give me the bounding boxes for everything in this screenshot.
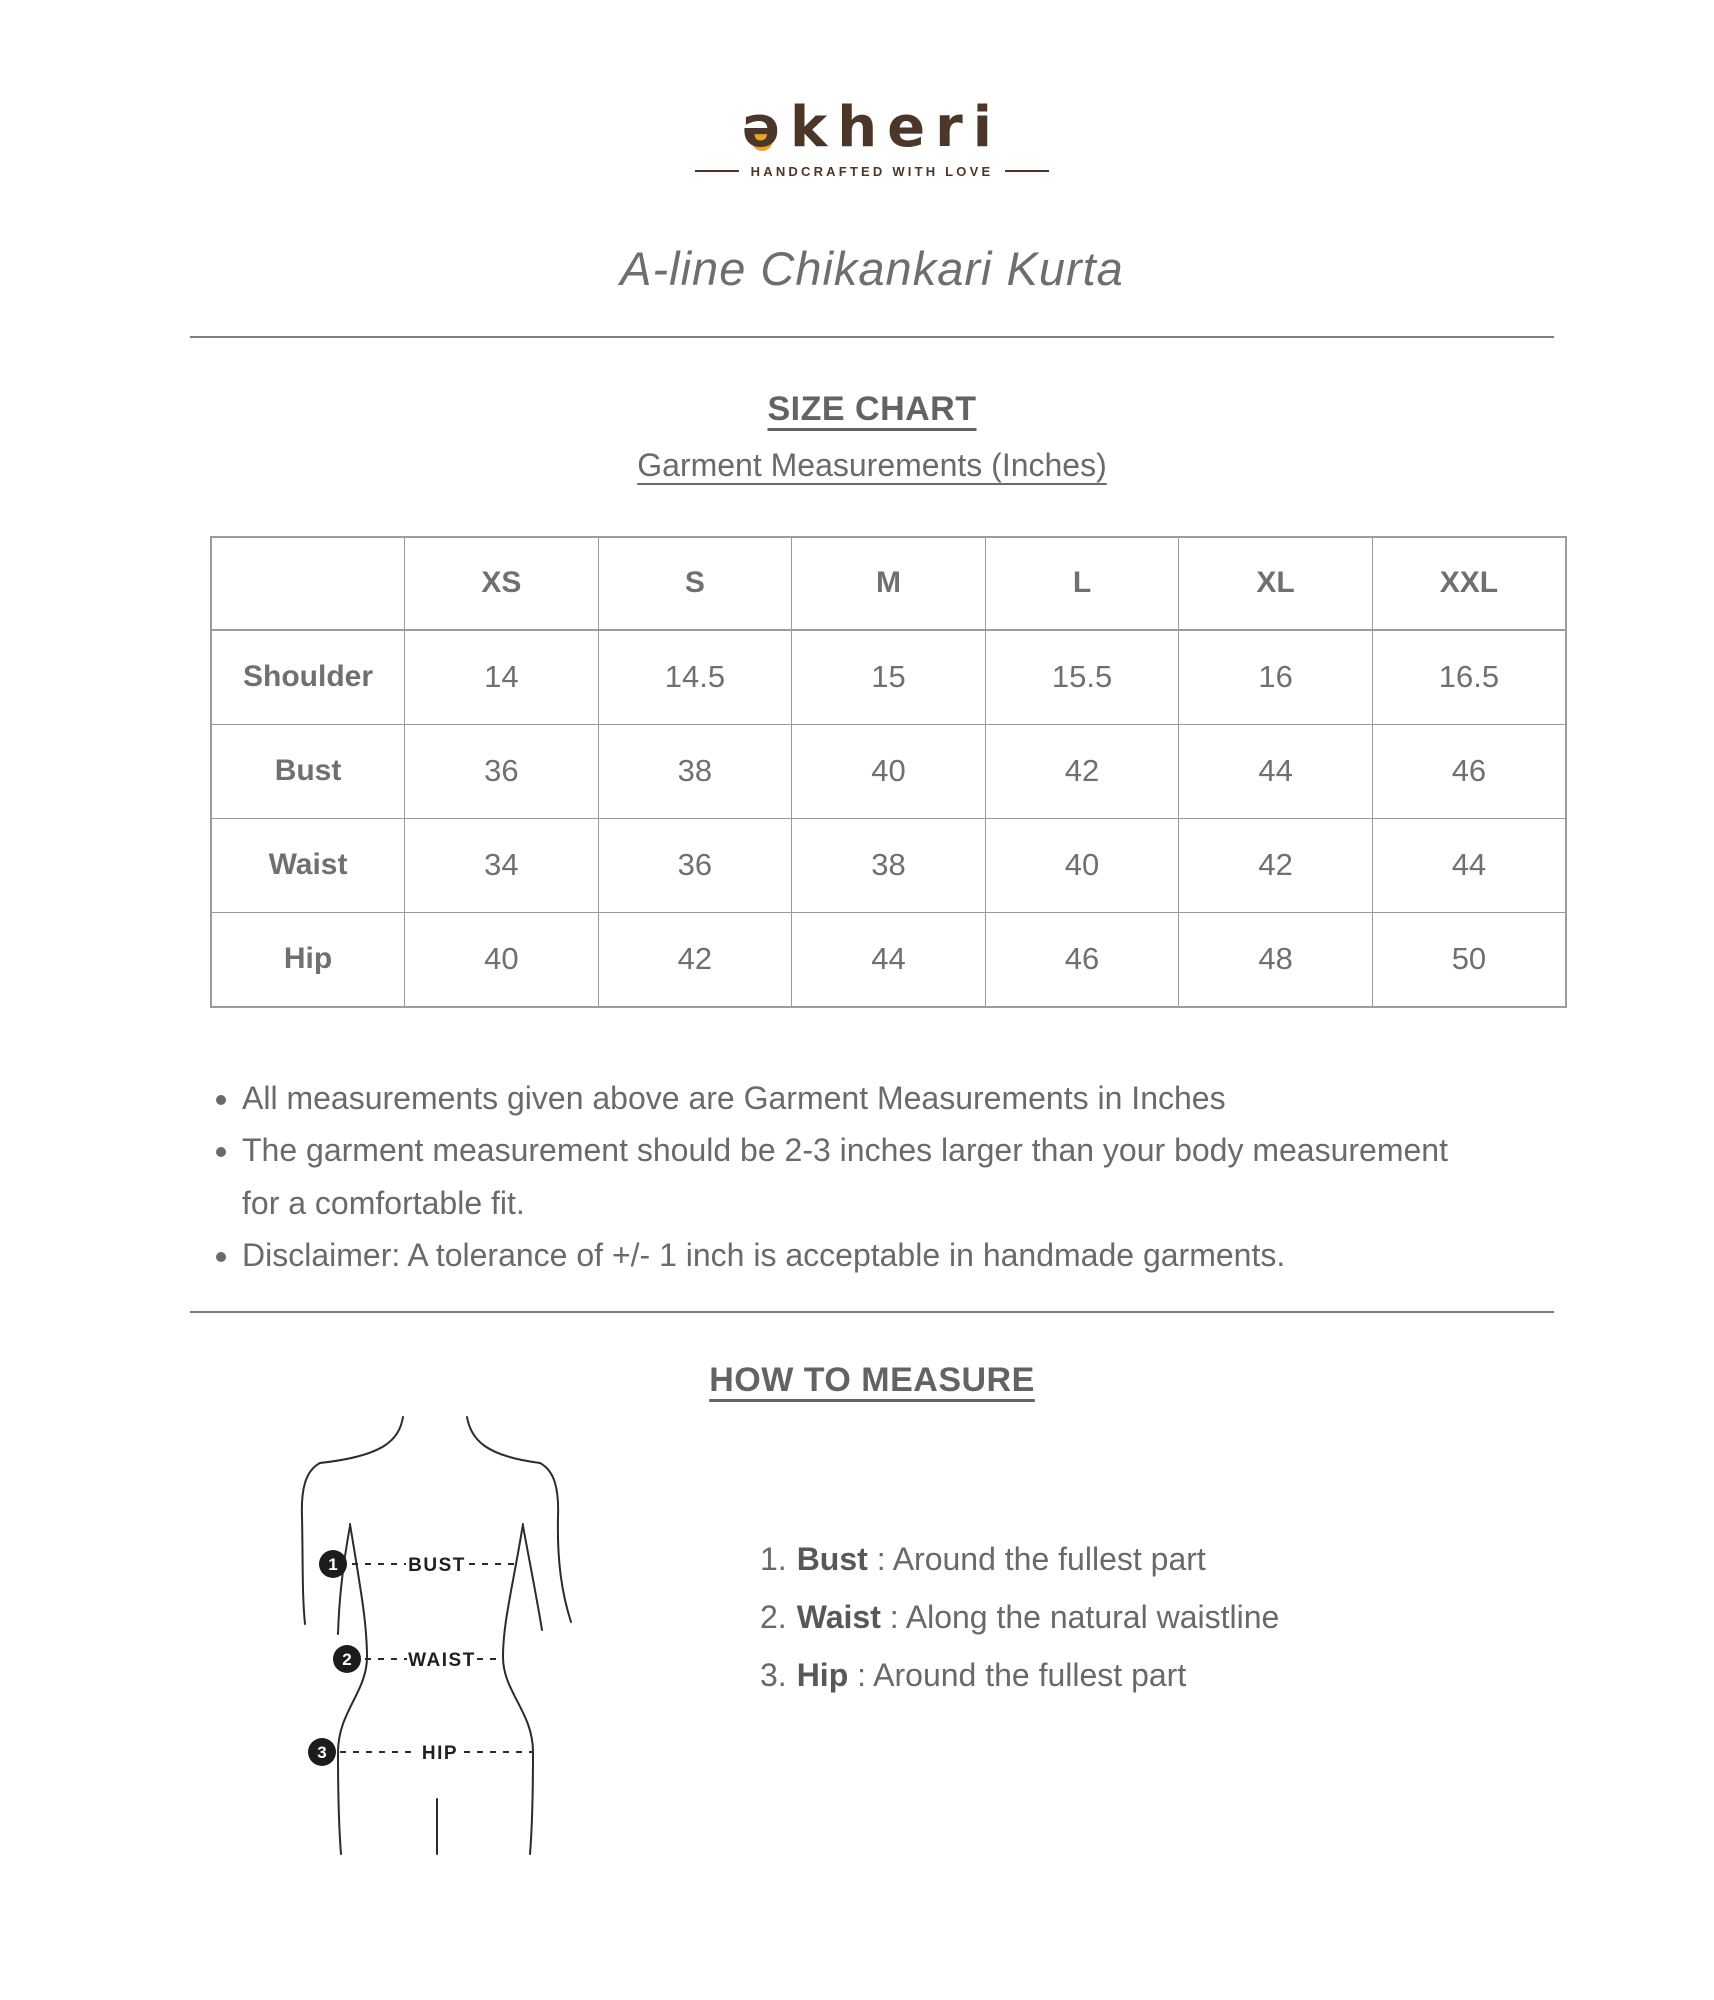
size-cell: 14 — [405, 630, 599, 725]
marker-1 — [319, 1550, 347, 1578]
how-to-measure-section — [190, 1414, 1554, 1939]
note-item: • The garment measurement should be 2-3 inches larger than your body measurement for a comfortable fit. — [242, 1124, 1457, 1229]
item-term: Hip — [796, 1657, 849, 1694]
measure-instructions-list — [760, 1540, 1279, 1939]
body-measurement-diagram — [210, 1414, 650, 1939]
measurement-notes — [190, 1072, 1457, 1282]
size-chart-table — [210, 536, 1567, 1008]
size-row-label: Hip — [211, 912, 405, 1007]
size-cell: 15 — [792, 630, 986, 725]
marker-3 — [308, 1738, 336, 1766]
waist-line-label: WAIST — [408, 1650, 476, 1672]
marker-2 — [333, 1645, 361, 1673]
item-description: : Around the fullest part — [848, 1657, 1187, 1694]
table-row — [211, 724, 1566, 818]
size-cell: 40 — [405, 912, 599, 1007]
page — [190, 0, 1554, 1939]
size-cell: 44 — [792, 912, 986, 1007]
brand-logo — [190, 0, 1554, 179]
measure-instruction-item — [760, 1540, 1279, 1578]
divider — [190, 336, 1554, 338]
size-cell: 40 — [985, 818, 1179, 912]
product-title: A-line Chikankari Kurta — [620, 241, 1124, 295]
item-description: : Around the fullest part — [867, 1541, 1206, 1578]
measure-instruction-item — [760, 1598, 1279, 1636]
size-cell: 16.5 — [1372, 630, 1566, 725]
table-row — [211, 630, 1566, 725]
item-number: 1. — [760, 1541, 787, 1578]
size-cell: 44 — [1372, 818, 1566, 912]
brand-wordmark — [190, 97, 1554, 159]
size-cell: 42 — [1179, 818, 1373, 912]
item-number: 3. — [760, 1657, 787, 1694]
size-cell: 34 — [405, 818, 599, 912]
size-col-header: L — [985, 537, 1179, 630]
corner-cell — [211, 537, 405, 630]
size-cell: 40 — [792, 724, 986, 818]
marker-2-number: 2 — [342, 1650, 352, 1670]
item-term: Bust — [796, 1541, 868, 1578]
brand-tagline-text: HANDCRAFTED WITH LOVE — [750, 163, 994, 179]
size-cell: 36 — [598, 818, 792, 912]
item-number: 2. — [760, 1599, 787, 1636]
size-col-header: XL — [1179, 537, 1373, 630]
marker-3-number: 3 — [317, 1743, 327, 1763]
body-figure-illustration — [210, 1414, 650, 1934]
size-cell: 44 — [1179, 724, 1373, 818]
size-cell: 42 — [985, 724, 1179, 818]
torso-outline — [302, 1417, 571, 1854]
measure-instruction-item — [760, 1656, 1279, 1694]
how-to-measure-heading: HOW TO MEASURE — [709, 1361, 1035, 1400]
bust-line-label: BUST — [408, 1555, 466, 1577]
size-col-header: XXL — [1372, 537, 1566, 630]
size-col-header: S — [598, 537, 792, 630]
size-row-label: Waist — [211, 818, 405, 912]
size-row-label: Shoulder — [211, 630, 405, 725]
table-row — [211, 912, 1566, 1007]
note-item: • Disclaimer: A tolerance of +/- 1 inch is acceptable in handmade garments. — [242, 1229, 1457, 1281]
size-cell: 36 — [405, 724, 599, 818]
size-cell: 14.5 — [598, 630, 792, 725]
size-cell: 50 — [1372, 912, 1566, 1007]
size-cell: 46 — [985, 912, 1179, 1007]
size-cell: 48 — [1179, 912, 1373, 1007]
size-cell: 46 — [1372, 724, 1566, 818]
table-row — [211, 818, 1566, 912]
divider — [190, 1311, 1554, 1313]
marker-1-number: 1 — [328, 1555, 338, 1575]
hip-line-label: HIP — [421, 1743, 459, 1765]
item-description: : Along the natural waistline — [880, 1599, 1280, 1636]
size-cell: 38 — [598, 724, 792, 818]
brand-wordmark-rest: kheri — [790, 95, 1002, 160]
item-term: Waist — [796, 1599, 881, 1636]
size-col-header: M — [792, 537, 986, 630]
size-cell: 15.5 — [985, 630, 1179, 725]
tagline-dash-icon — [1005, 170, 1049, 172]
size-col-header: XS — [405, 537, 599, 630]
brand-tagline — [190, 164, 1554, 179]
note-item: • All measurements given above are Garment Measurements in Inches — [242, 1072, 1457, 1124]
size-chart-heading: SIZE CHART — [767, 389, 977, 428]
size-chart-subheading: Garment Measurements (Inches) — [637, 446, 1107, 483]
size-cell: 38 — [792, 818, 986, 912]
brand-wordmark-first-letter: ə — [742, 95, 791, 160]
size-cell: 42 — [598, 912, 792, 1007]
table-header-row — [211, 537, 1566, 630]
tagline-dash-icon — [695, 170, 739, 172]
size-row-label: Bust — [211, 724, 405, 818]
size-cell: 16 — [1179, 630, 1373, 725]
